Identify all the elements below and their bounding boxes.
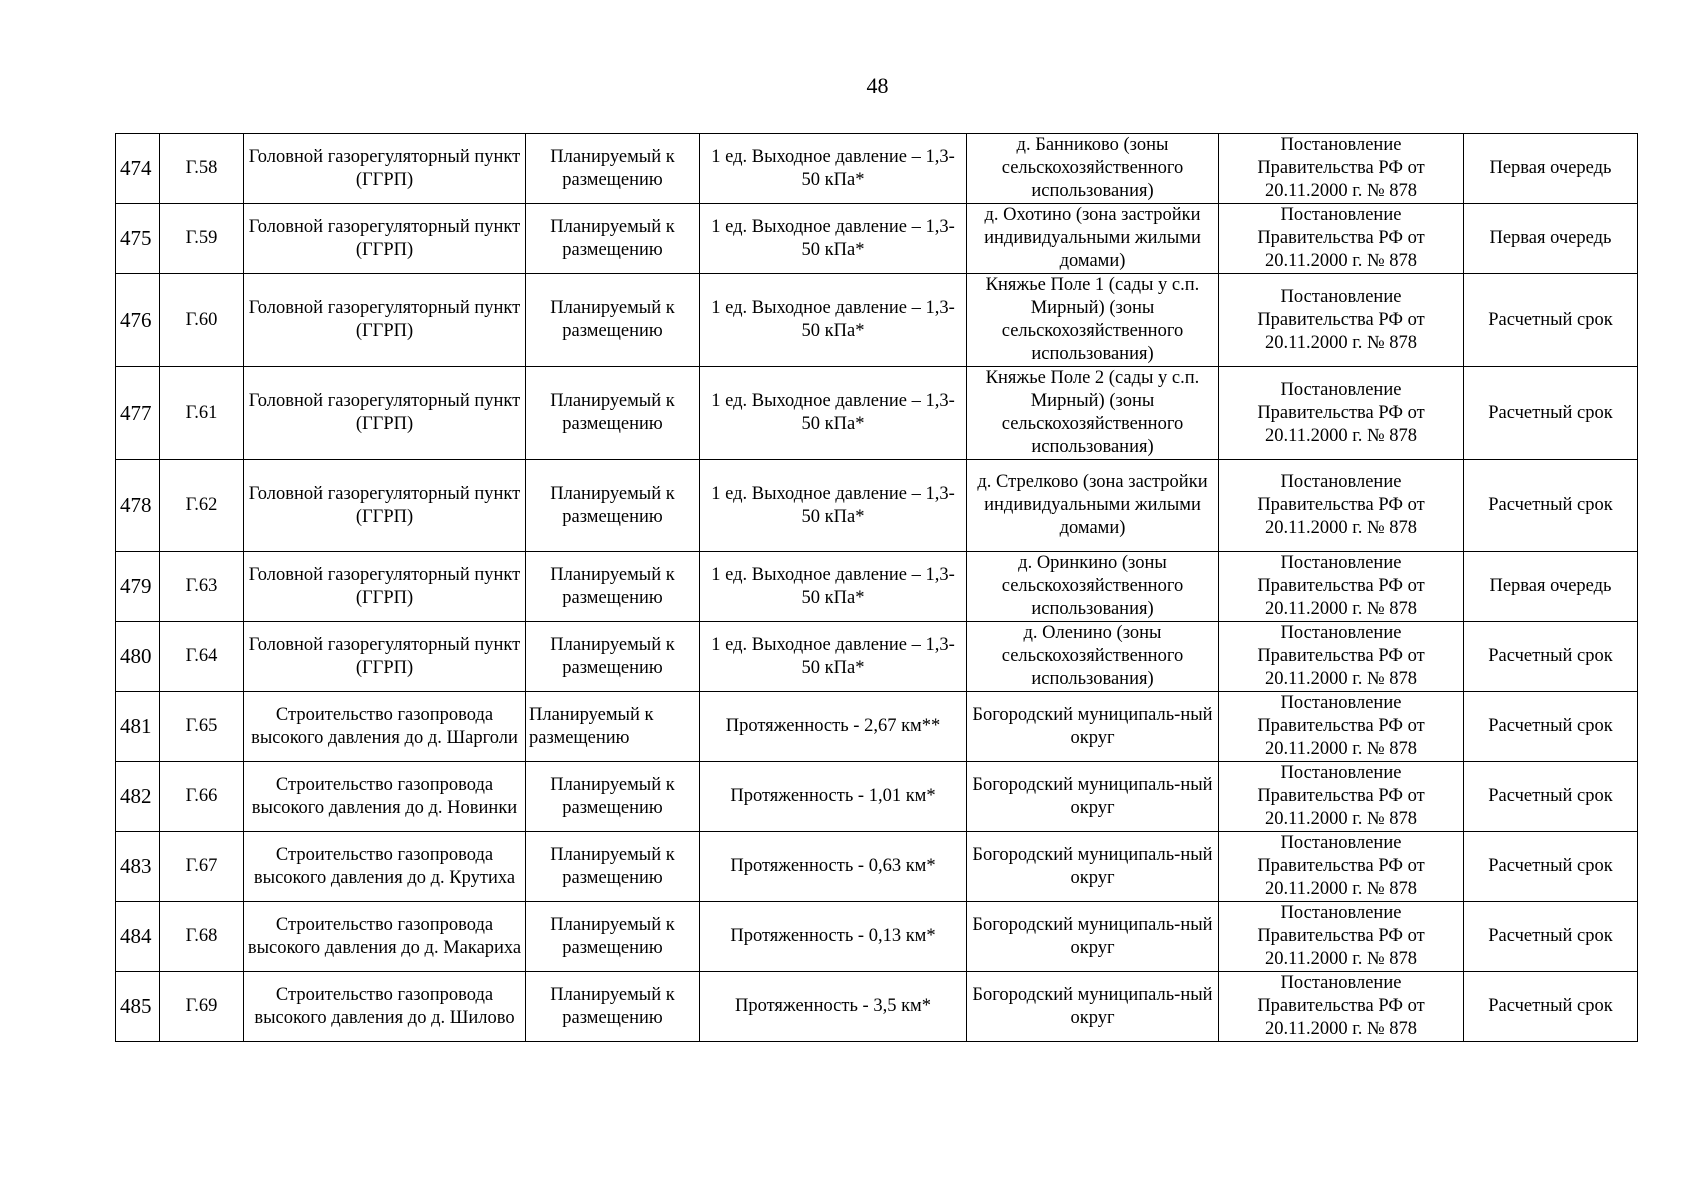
object-basis: Постановление Правительства РФ от 20.11.2000 г. № 878	[1219, 622, 1464, 692]
object-code: Г.58	[160, 134, 244, 204]
object-basis: Постановление Правительства РФ от 20.11.2000 г. № 878	[1219, 552, 1464, 622]
object-basis: Постановление Правительства РФ от 20.11.2000 г. № 878	[1219, 204, 1464, 274]
object-basis: Постановление Правительства РФ от 20.11.2000 г. № 878	[1219, 692, 1464, 762]
object-code: Г.69	[160, 972, 244, 1042]
object-name: Головной газорегуляторный пункт (ГГРП)	[244, 552, 526, 622]
table-row	[116, 972, 1638, 1042]
object-stage: Расчетный срок	[1464, 762, 1638, 832]
table-row	[116, 204, 1638, 274]
row-number: 481	[116, 692, 160, 762]
object-basis: Постановление Правительства РФ от 20.11.2000 г. № 878	[1219, 902, 1464, 972]
object-basis: Постановление Правительства РФ от 20.11.2000 г. № 878	[1219, 972, 1464, 1042]
object-stage: Расчетный срок	[1464, 622, 1638, 692]
row-number: 478	[116, 460, 160, 552]
object-basis: Постановление Правительства РФ от 20.11.2000 г. № 878	[1219, 367, 1464, 460]
object-stage: Расчетный срок	[1464, 460, 1638, 552]
object-basis: Постановление Правительства РФ от 20.11.2000 г. № 878	[1219, 274, 1464, 367]
object-location: Богородский муниципаль-ный округ	[967, 902, 1219, 972]
object-location: д. Банниково (зоны сельскохозяйственного использования)	[967, 134, 1219, 204]
table-row	[116, 134, 1638, 204]
object-stage: Расчетный срок	[1464, 692, 1638, 762]
table-row	[116, 460, 1638, 552]
objects-table	[115, 133, 1638, 1042]
object-status: Планируемый к размещению	[526, 274, 700, 367]
object-status: Планируемый к размещению	[526, 552, 700, 622]
row-number: 482	[116, 762, 160, 832]
object-spec: 1 ед. Выходное давление – 1,3-50 кПа*	[700, 460, 967, 552]
row-number: 477	[116, 367, 160, 460]
object-location: д. Стрелково (зона застройки индивидуальными жилыми домами)	[967, 460, 1219, 552]
object-status: Планируемый к размещению	[526, 902, 700, 972]
object-stage: Расчетный срок	[1464, 972, 1638, 1042]
object-code: Г.62	[160, 460, 244, 552]
object-stage: Первая очередь	[1464, 204, 1638, 274]
object-status: Планируемый к размещению	[526, 204, 700, 274]
object-code: Г.66	[160, 762, 244, 832]
object-location: Княжье Поле 2 (сады у с.п. Мирный) (зоны сельскохозяйственного использования)	[967, 367, 1219, 460]
object-stage: Расчетный срок	[1464, 832, 1638, 902]
table-row	[116, 902, 1638, 972]
object-stage: Расчетный срок	[1464, 274, 1638, 367]
row-number: 476	[116, 274, 160, 367]
object-name: Строительство газопровода высокого давления до д. Шилово	[244, 972, 526, 1042]
table-row	[116, 367, 1638, 460]
object-status: Планируемый к размещению	[526, 692, 700, 762]
table-row	[116, 552, 1638, 622]
object-location: Богородский муниципаль-ный округ	[967, 832, 1219, 902]
object-basis: Постановление Правительства РФ от 20.11.2000 г. № 878	[1219, 134, 1464, 204]
object-stage: Первая очередь	[1464, 552, 1638, 622]
object-spec: Протяженность - 1,01 км*	[700, 762, 967, 832]
object-stage: Расчетный срок	[1464, 367, 1638, 460]
object-name: Строительство газопровода высокого давления до д. Шарголи	[244, 692, 526, 762]
object-spec: Протяженность - 0,13 км*	[700, 902, 967, 972]
table-row	[116, 274, 1638, 367]
object-location: Богородский муниципаль-ный округ	[967, 692, 1219, 762]
object-status: Планируемый к размещению	[526, 460, 700, 552]
table-row	[116, 832, 1638, 902]
object-name: Головной газорегуляторный пункт (ГГРП)	[244, 622, 526, 692]
object-spec: Протяженность - 3,5 км*	[700, 972, 967, 1042]
page-number: 48	[866, 73, 889, 98]
table-row	[116, 762, 1638, 832]
object-spec: Протяженность - 2,67 км**	[700, 692, 967, 762]
table-row	[116, 692, 1638, 762]
object-spec: 1 ед. Выходное давление – 1,3-50 кПа*	[700, 552, 967, 622]
object-location: д. Оринкино (зоны сельскохозяйственного использования)	[967, 552, 1219, 622]
object-stage: Первая очередь	[1464, 134, 1638, 204]
object-location: д. Охотино (зона застройки индивидуальными жилыми домами)	[967, 204, 1219, 274]
row-number: 484	[116, 902, 160, 972]
object-status: Планируемый к размещению	[526, 972, 700, 1042]
object-spec: 1 ед. Выходное давление – 1,3-50 кПа*	[700, 134, 967, 204]
object-status: Планируемый к размещению	[526, 134, 700, 204]
row-number: 474	[116, 134, 160, 204]
object-name: Строительство газопровода высокого давления до д. Новинки	[244, 762, 526, 832]
object-basis: Постановление Правительства РФ от 20.11.2000 г. № 878	[1219, 460, 1464, 552]
row-number: 483	[116, 832, 160, 902]
object-code: Г.61	[160, 367, 244, 460]
object-basis: Постановление Правительства РФ от 20.11.2000 г. № 878	[1219, 762, 1464, 832]
object-code: Г.67	[160, 832, 244, 902]
object-name: Строительство газопровода высокого давления до д. Крутиха	[244, 832, 526, 902]
object-name: Головной газорегуляторный пункт (ГГРП)	[244, 460, 526, 552]
object-name: Головной газорегуляторный пункт (ГГРП)	[244, 367, 526, 460]
object-location: д. Оленино (зоны сельскохозяйственного использования)	[967, 622, 1219, 692]
row-number: 485	[116, 972, 160, 1042]
object-spec: Протяженность - 0,63 км*	[700, 832, 967, 902]
object-basis: Постановление Правительства РФ от 20.11.2000 г. № 878	[1219, 832, 1464, 902]
object-status: Планируемый к размещению	[526, 762, 700, 832]
object-name: Головной газорегуляторный пункт (ГГРП)	[244, 204, 526, 274]
row-number: 479	[116, 552, 160, 622]
object-spec: 1 ед. Выходное давление – 1,3-50 кПа*	[700, 204, 967, 274]
row-number: 480	[116, 622, 160, 692]
object-name: Строительство газопровода высокого давления до д. Макариха	[244, 902, 526, 972]
object-spec: 1 ед. Выходное давление – 1,3-50 кПа*	[700, 274, 967, 367]
object-location: Княжье Поле 1 (сады у с.п. Мирный) (зоны сельскохозяйственного использования)	[967, 274, 1219, 367]
object-spec: 1 ед. Выходное давление – 1,3-50 кПа*	[700, 367, 967, 460]
object-code: Г.65	[160, 692, 244, 762]
object-status: Планируемый к размещению	[526, 367, 700, 460]
object-code: Г.59	[160, 204, 244, 274]
object-location: Богородский муниципаль-ный округ	[967, 972, 1219, 1042]
object-code: Г.60	[160, 274, 244, 367]
object-stage: Расчетный срок	[1464, 902, 1638, 972]
object-status: Планируемый к размещению	[526, 622, 700, 692]
row-number: 475	[116, 204, 160, 274]
object-code: Г.64	[160, 622, 244, 692]
table-row	[116, 622, 1638, 692]
object-spec: 1 ед. Выходное давление – 1,3-50 кПа*	[700, 622, 967, 692]
object-name: Головной газорегуляторный пункт (ГГРП)	[244, 134, 526, 204]
object-code: Г.63	[160, 552, 244, 622]
object-code: Г.68	[160, 902, 244, 972]
object-status: Планируемый к размещению	[526, 832, 700, 902]
object-name: Головной газорегуляторный пункт (ГГРП)	[244, 274, 526, 367]
object-location: Богородский муниципаль-ный округ	[967, 762, 1219, 832]
